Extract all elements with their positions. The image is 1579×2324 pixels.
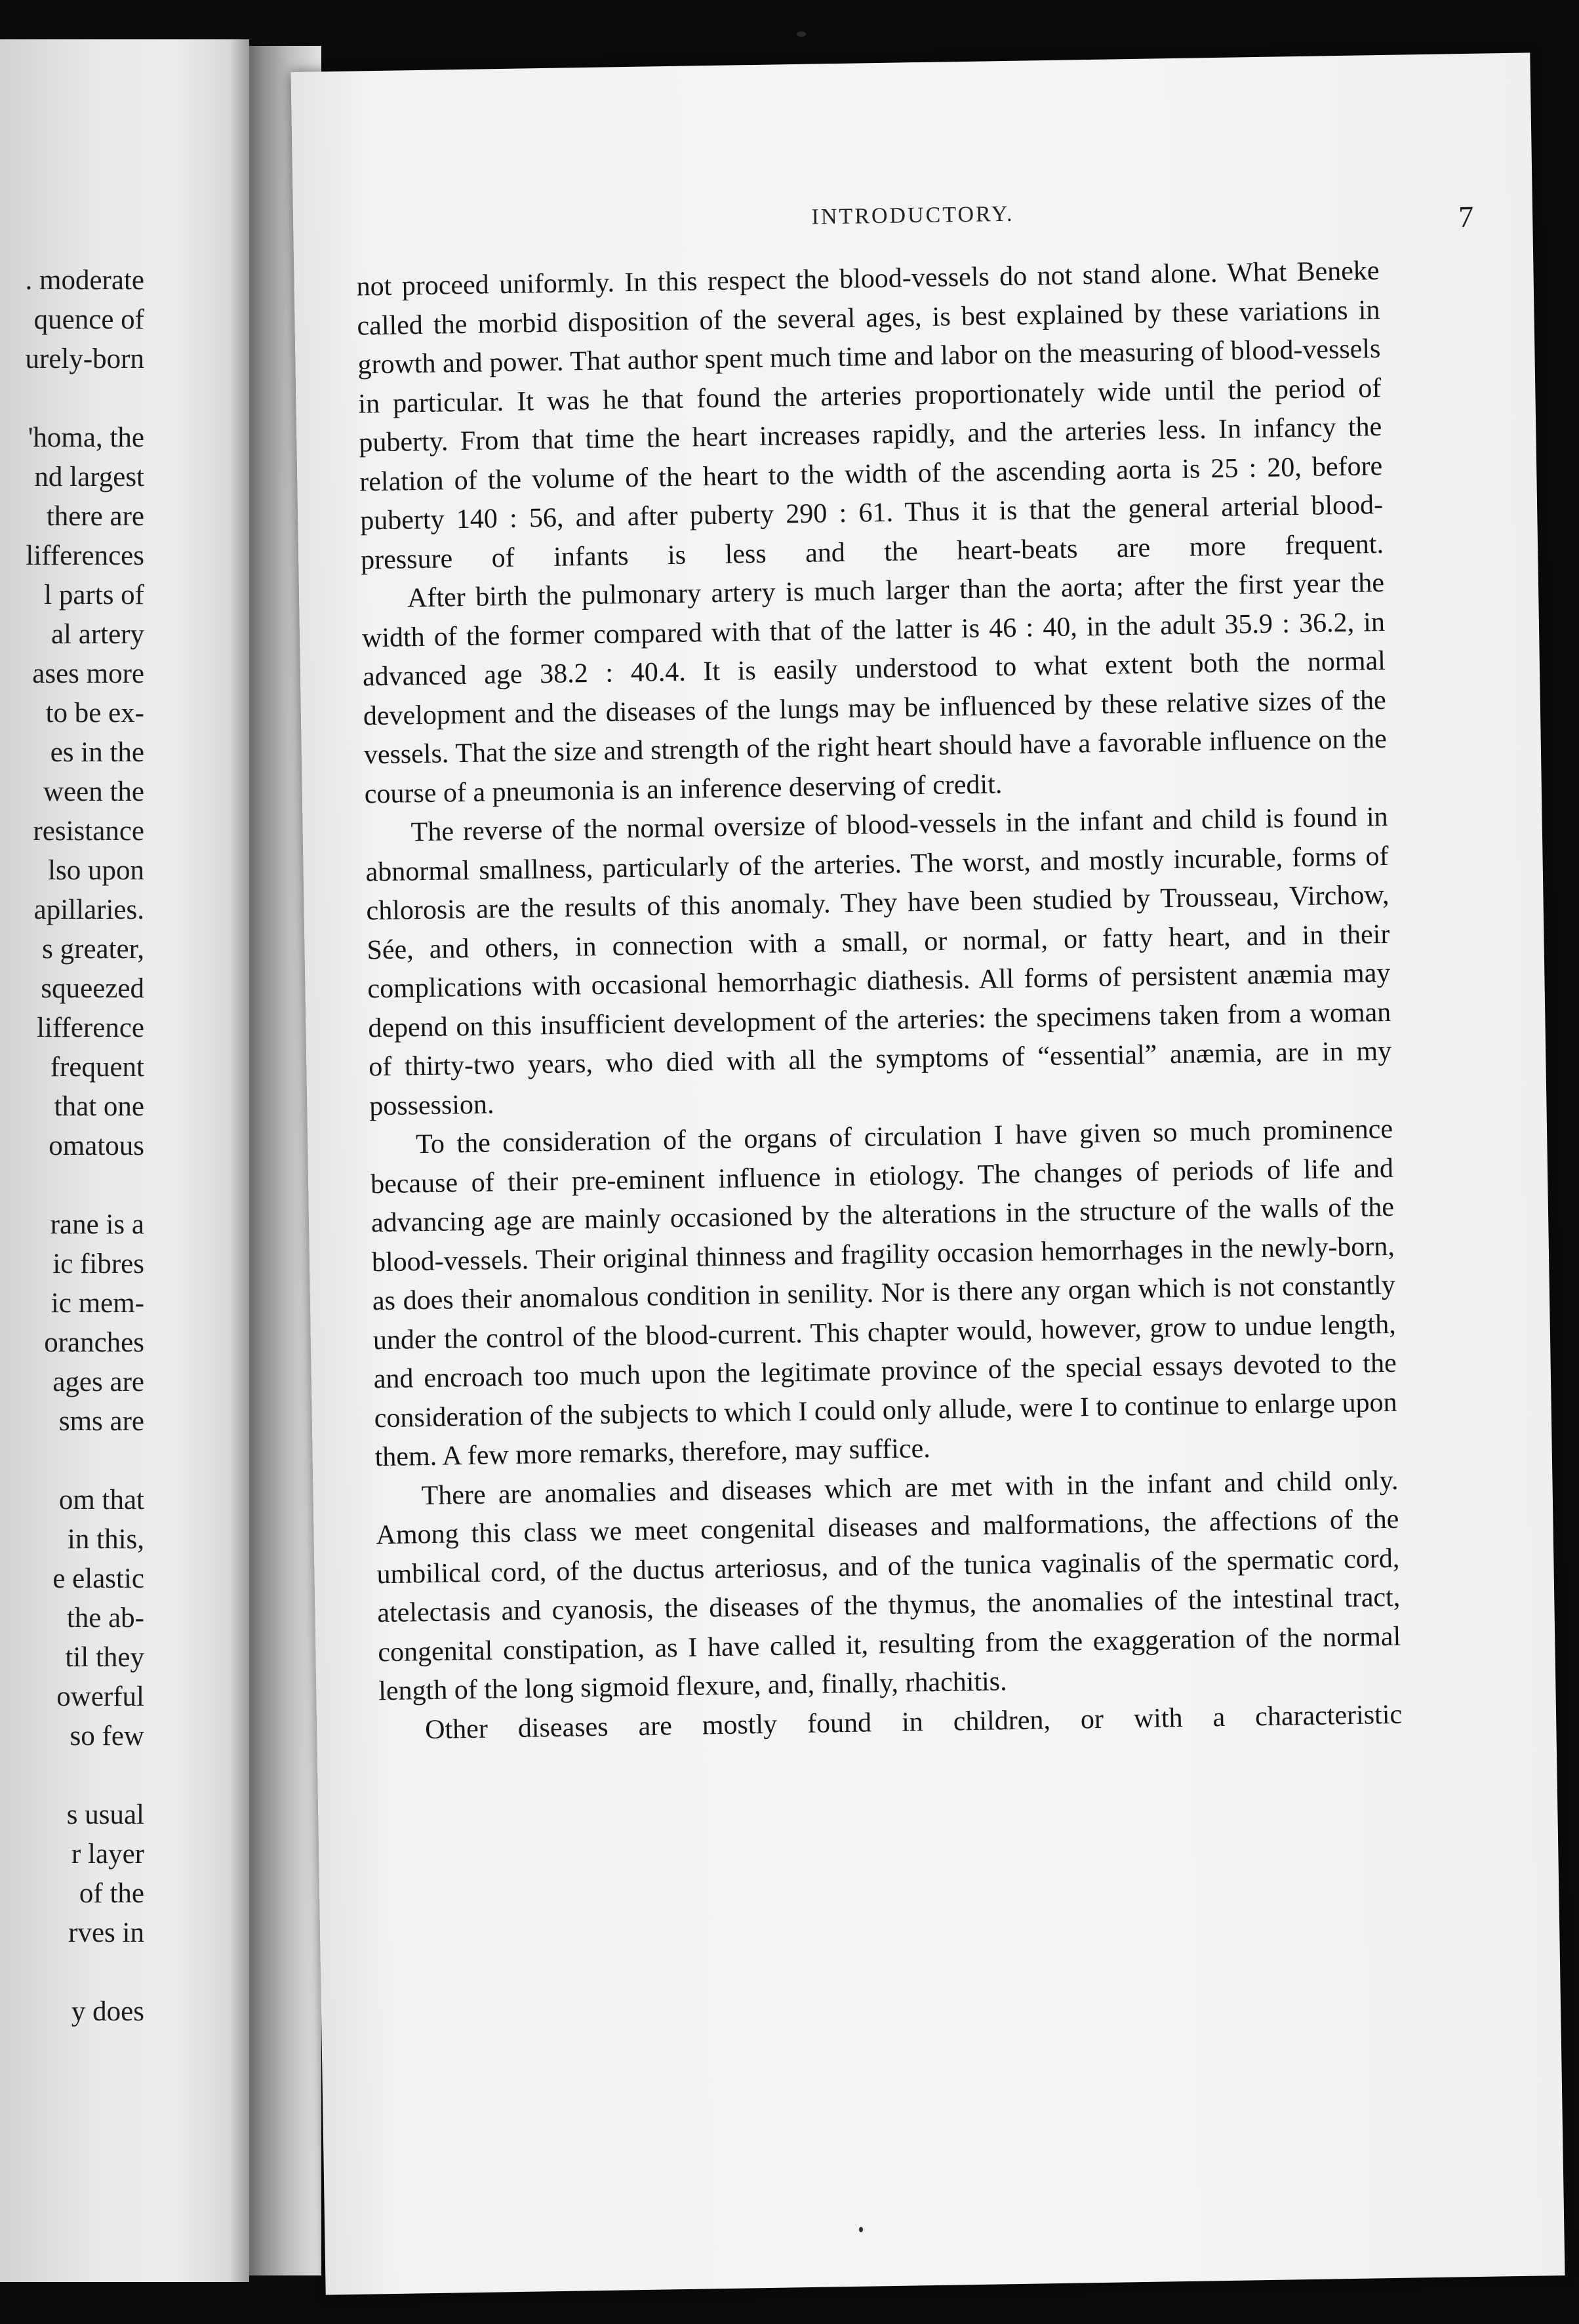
left-page-line: ages are [52,1367,144,1397]
left-page-line: lifferences [26,540,144,571]
left-page-line: e elastic [52,1563,144,1594]
left-page-line: urely-born [25,344,144,374]
left-page-line: squeezed [41,973,144,1004]
left-page-line: lifference [37,1012,144,1043]
left-page-line: om that [58,1485,144,1515]
left-page-line: owerful [56,1681,144,1712]
left-page-line [0,1756,144,1795]
left-page-line: l parts of [44,580,144,611]
running-head: INTRODUCTORY. [811,201,1014,230]
left-page-line: the ab- [66,1603,144,1633]
left-page-line: lso upon [48,855,144,886]
left-page-line: in this, [67,1524,144,1555]
right-page [290,52,1565,2294]
left-page-line: to be ex- [45,698,144,729]
left-page-line: frequent [50,1052,144,1083]
paragraph-2: After birth the pulmonary artery is much larger than the aorta; after the first year the width of the former compared with that of the latter is 46 : 40, in the adult 35.9 : 36.2, in advanced age 38.2 : 40.4. It is easily understood to what extent both the normal development and the diseases of the lungs may be influenced by these relative sizes of the vessels. That the size and strength of the right heart should have a favorable influence on the course of a pneumonia is an inference deserving of credit. [361,567,1388,809]
left-page-line [0,1953,144,1992]
left-page-line: there are [46,501,144,532]
left-page-line: s usual [66,1799,144,1830]
left-page-line: oranches [44,1327,144,1358]
left-page-line: til they [65,1642,144,1673]
paragraph-6: Other diseases are mostly found in children, or with a characteristic [424,1699,1403,1745]
paragraph-3: The reverse of the normal oversize of blood-vessels in the infant and child is found in abnormal smallness, particularly of the arteries. The worst, and mostly incurable, forms of chlorosis are the results of this anomaly. They have been studied by Trousseau, Virchow, Sée, and others, in connection with a small, or normal, or fatty heart, and in their complications with occasional hemorrhagic diathesis. All forms of persistent anæmia may depend on this insufficient development of the arteries: the specimens taken from a woman of thirty-two years, who died with all the symptoms of “essential” anæmia, are in my possession. [365,801,1392,1121]
dust-speck [797,31,806,37]
paragraph-5: There are anomalies and diseases which are met with in the infant and child only. Among this class we meet congenital diseases and malformations, the affections of the umbilical cord, of the ductus arteriosus, and of the tunica vaginalis of the spermatic cord, atelectasis and cyanosis, the diseases of the thymus, the anomalies of the intestinal tract, congenital constipation, as I have called it, resulting from the exaggeration of the normal length of the long sigmoid flexure, and, finally, rhachitis. [376,1465,1401,1707]
left-page-line: so few [70,1721,144,1752]
left-page-line: y does [71,1996,144,2027]
left-page-line: that one [54,1091,144,1122]
paragraph-1: not proceed uniformly. In this respect the blood-vessels do not stand alone. What Beneke called the morbid disposition of the several ages, is best explained by these variations in growth and power. That author spent much time and labor on the measuring of blood-vessels in particular. It was he that found the arteries proportionately wide until the period of puberty. From that time the heart increases rapidly, and the arteries less. In infancy the relation of the volume of the heart to the width of the ascending aorta is 25 : 20, before puberty 140 : 56, and after puberty 290 : 61. Thus it is that the general arterial blood-pressure of infants is less and the heart-beats are more frequent. [356,256,1384,575]
paragraph-4: To the consideration of the organs of circulation I have given so much prominence because of their pre-eminent influence in etiology. The changes of periods of life and advancing age are mainly occasioned by the alterations in the structure of the walls of the blood-vessels. Their original thinness and fragility occasion hemorrhages in the newly-born, as does their anomalous condition in senility. Nor is there any organ which is not constantly under the control of the blood-current. This chapter would, however, grow to undue length, and encroach too much upon the legitimate province of the special essays devoted to the consideration of the subjects to which I could only allude, were I to continue to enlarge upon them. A few more remarks, therefore, may suffice. [370,1113,1397,1473]
left-page-line: rves in [68,1917,144,1948]
page-number: 7 [1458,199,1474,234]
left-page-line [0,1166,144,1205]
left-facing-page [0,39,249,2282]
left-page-line: apillaries. [33,894,144,925]
left-page-line: quence of [33,304,144,335]
left-page-line: al artery [50,619,144,650]
dust-speck [859,2227,863,2232]
left-page-line: resistance [33,816,144,847]
left-page-line: . moderate [25,265,144,296]
left-page-text-fragments [0,261,144,2032]
left-page-line: ases more [32,658,144,689]
left-page-line: ween the [43,776,144,807]
body-text [356,252,1402,1750]
left-page-line: ic mem- [50,1288,144,1319]
left-page-line [0,1441,144,1481]
left-page-line: rane is a [50,1209,144,1240]
left-page-line: r layer [71,1839,144,1870]
left-page-line [0,379,144,418]
left-page-line: s greater, [42,934,144,965]
left-page-line: sms are [58,1406,144,1437]
left-page-line: of the [79,1878,144,1909]
left-page-line: ic fibres [52,1249,144,1279]
left-page-line: omatous [49,1131,144,1161]
left-page-line: es in the [50,737,144,768]
left-page-line: 'homa, the [28,422,144,453]
left-page-line: nd largest [34,462,144,492]
